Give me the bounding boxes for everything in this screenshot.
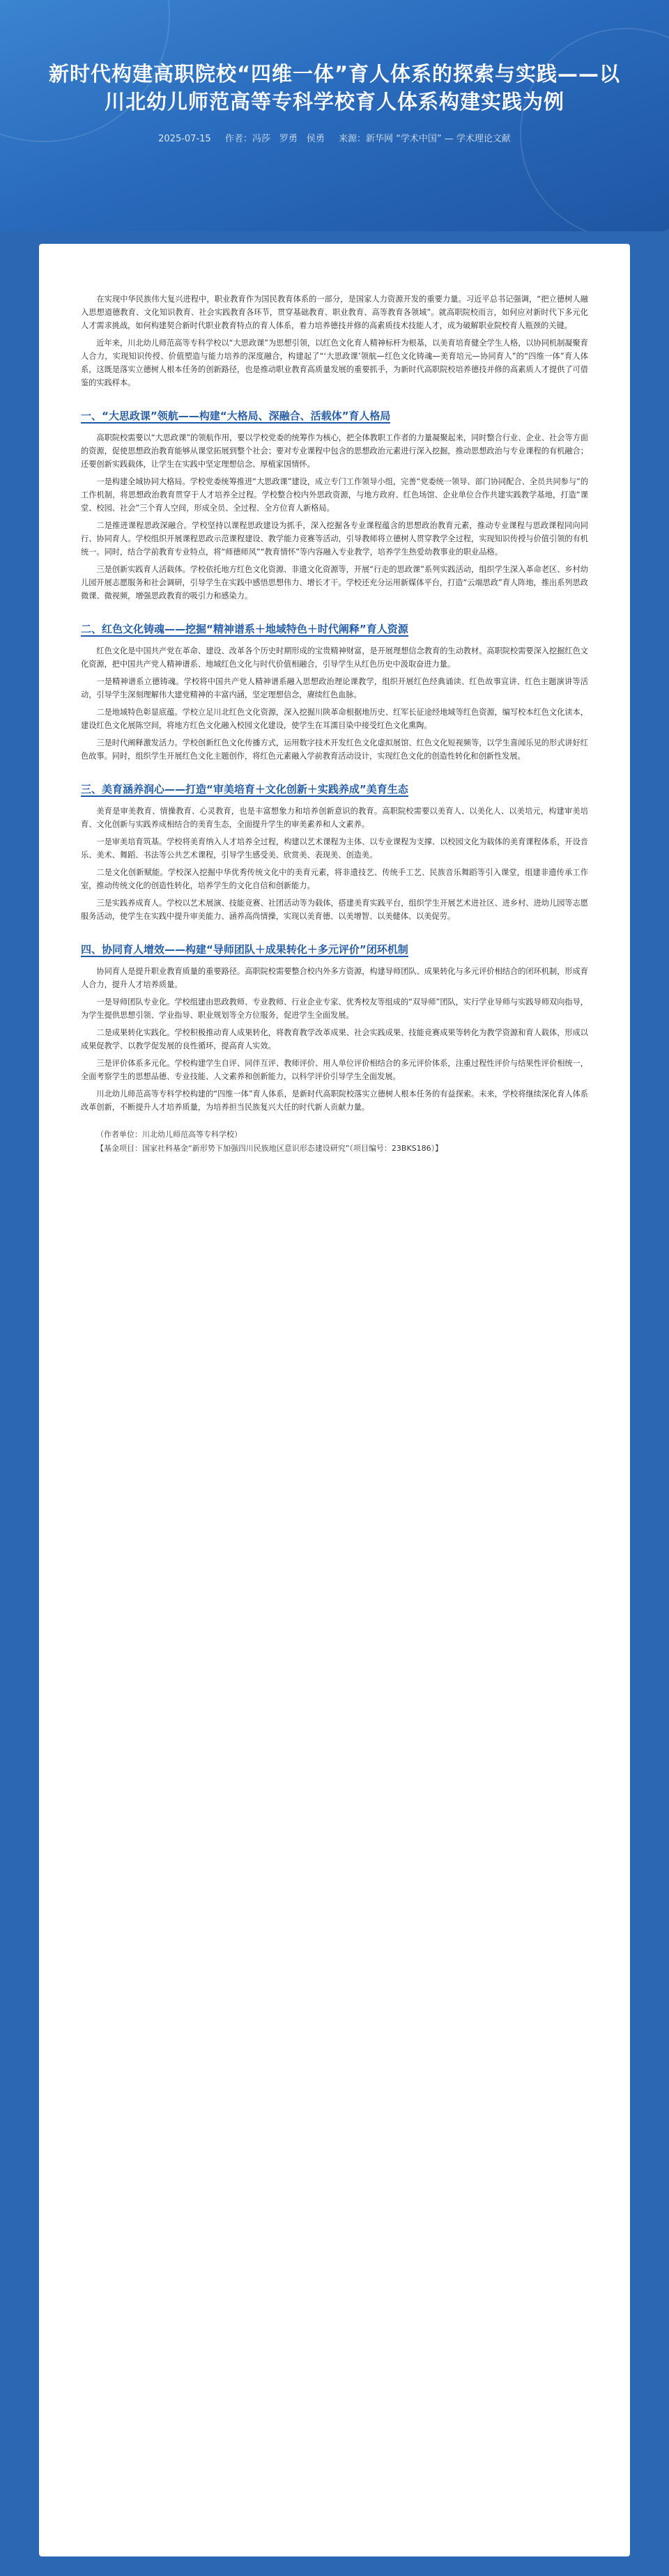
header-banner	[0, 0, 669, 231]
author-line: 作者：冯莎 罗勇 侯勇	[224, 134, 325, 144]
article-title: 新时代构建高职院校“四维一体”育人体系的探索与实践——以川北幼儿师范高等专科学校育人体系构建实践为例	[48, 62, 621, 114]
section-paragraph: 协同育人是提升职业教育质量的重要路径。高职院校需要整合校内外多方资源，构建导师团队、成果转化与多元评价相结合的闭环机制，形成育人合力，提升人才培养质量。	[81, 967, 588, 989]
section-paragraph: 三是创新实践育人活载体。学校依托地方红色文化资源、非遗文化资源等，开展“行走的思政课”系列实践活动，组织学生深入革命老区、乡村幼儿园开展志愿服务和社会调研，引导学生在实践中感悟思想伟力、增长才干。学校还充分运用新媒体平台，打造“云端思政”育人阵地，推出系列思政微课、微视频，增强思政教育的吸引力和感染力。	[81, 565, 588, 600]
section-paragraph: 川北幼儿师范高等专科学校构建的“四维一体”育人体系，是新时代高职院校落实立德树人根本任务的有益探索。未来，学校将继续深化育人体系改革创新，不断提升人才培养质量，为培养担当民族复兴大任的时代新人贡献力量。	[81, 1089, 588, 1112]
bottom-bar	[0, 2556, 669, 2576]
section-paragraph: 一是精神谱系立德铸魂。学校将中国共产党人精神谱系融入思想政治理论课教学，组织开展红色经典诵读、红色故事宣讲、红色主题演讲等活动，引导学生深刻理解伟大建党精神的丰富内涵，坚定理想信念，赓续红色血脉。	[81, 677, 588, 699]
section-heading: 二、红色文化铸魂——挖掘“精神谱系＋地域特色＋时代阐释”育人资源	[81, 623, 408, 635]
section-heading: 三、美育涵养润心——打造“审美培育＋文化创新＋实践养成”美育生态	[81, 783, 408, 796]
intro-paragraph: 在实现中华民族伟大复兴进程中，职业教育作为国民教育体系的一部分，是国家人力资源开发的重要力量。习近平总书记强调，“把立德树人融入思想道德教育、文化知识教育、社会实践教育各环节，贯穿基础教育、职业教育、高等教育各领域”。就高职院校而言，如何应对新时代下多元化人才需求挑战，如何构建契合新时代职业教育特点的育人体系，着力培养德技并修的高素质技术技能人才，成为破解职业院校育人瓶颈的关键。	[81, 295, 588, 330]
source-line: 来源：新华网 “学术中国” — 学术理论文献	[338, 134, 511, 144]
section-paragraph: 二是文化创新赋能。学校深入挖掘中华优秀传统文化中的美育元素，将非遗技艺、传统手工艺、民族音乐舞蹈等引入课堂，组建非遗传承工作室，推动传统文化的创造性转化，培养学生的文化自信和创新能力。	[81, 868, 588, 890]
section-heading: 四、协同育人增效——构建“导师团队＋成果转化＋多元评价”闭环机制	[81, 943, 408, 956]
author-unit: （作者单位：川北幼儿师范高等专科学校）	[96, 1130, 242, 1139]
section-paragraph: 二是成果转化实践化。学校积极推动育人成果转化，将教育教学改革成果、社会实践成果、技能竞赛成果等转化为教学资源和育人载体，形成以成果促教学、以教学促发展的良性循环，提高育人实效。	[81, 1028, 588, 1050]
section-paragraph: 美育是审美教育、情操教育、心灵教育，也是丰富想象力和培养创新意识的教育。高职院校需要以美育人、以美化人、以美培元，构建审美培育、文化创新与实践养成相结合的美育生态，全面提升学生的审美素养和人文素养。	[81, 807, 588, 829]
section-paragraph: 三是时代阐释激发活力。学校创新红色文化传播方式，运用数字技术开发红色文化虚拟展馆、红色文化短视频等，以学生喜闻乐见的形式讲好红色故事。同时，组织学生开展红色文化主题创作，将红色元素融入学前教育活动设计，实现红色文化的创造性转化和创新性发展。	[81, 738, 588, 761]
section-paragraph: 三是评价体系多元化。学校构建学生自评、同伴互评、教师评价、用人单位评价相结合的多元评价体系，注重过程性评价与结果性评价相统一，全面考察学生的思想品德、专业技能、人文素养和创新能力，以科学评价引导学生全面发展。	[81, 1059, 588, 1081]
article-footer	[81, 1128, 588, 1156]
article-body	[39, 244, 630, 2556]
section-paragraph: 一是导师团队专业化。学校组建由思政教师、专业教师、行业企业专家、优秀校友等组成的“双导师”团队，实行学业导师与实践导师双向指导，为学生提供思想引领、学业指导、职业规划等全方位服务，促进学生全面发展。	[81, 998, 588, 1020]
section-paragraph: 高职院校需要以“大思政课”的领航作用，要以学校党委的统筹作为核心，把全体教职工作者的力量凝聚起来，同时整合行业、企业、社会等方面的资源，促使思想政治教育能够从课堂拓展到整个社会；要对专业课程中包含的思想政治元素进行深入挖掘，推动思想政治与专业课程的有机融合；还要创新实践载体，让学生在实践中坚定理想信念、厚植家国情怀。	[81, 433, 588, 469]
section-paragraph: 三是实践养成育人。学校以艺术展演、技能竞赛、社团活动等为载体，搭建美育实践平台，组织学生开展艺术进社区、进乡村、进幼儿园等志愿服务活动，使学生在实践中提升审美能力、涵养高尚情操，实现以美育德、以美增智、以美健体、以美促劳。	[81, 899, 588, 921]
fund-note: 【基金项目：国家社科基金“新形势下加强四川民族地区意识形态建设研究”（项目编号：23BKS186）】	[96, 1144, 443, 1153]
section-heading: 一、“大思政课”领航——构建“大格局、深融合、活载体”育人格局	[81, 410, 391, 422]
section-paragraph: 红色文化是中国共产党在革命、建设、改革各个历史时期形成的宝贵精神财富，是开展理想信念教育的生动教材。高职院校需要深入挖掘红色文化资源，把中国共产党人精神谱系、地域红色文化与时代价值相融合，引导学生从红色历史中汲取奋进力量。	[81, 646, 588, 669]
article-meta	[0, 131, 669, 144]
publish-date: 2025-07-15	[158, 134, 211, 144]
intro-paragraph: 近年来，川北幼儿师范高等专科学校以“大思政课”为思想引领，以红色文化育人精神标杆为根基，以美育培育健全学生人格，以协同机制凝聚育人合力，实现知识传授、价值塑造与能力培养的深度融合，构建起了“‘大思政课’领航—红色文化铸魂—美育培元—协同育人”的“四维一体”育人体系，这既是落实立德树人根本任务的创新路径，也是推动职业教育高质量发展的重要抓手，为新时代高职院校培养德技并修的高素质人才提供了可借鉴的实践样本。	[81, 339, 588, 387]
section-paragraph: 一是构建全域协同大格局。学校党委统筹推进“大思政课”建设，成立专门工作领导小组，完善“党委统一领导、部门协同配合、全员共同参与”的工作机制，将思想政治教育贯穿于人才培养全过程。学校整合校内外思政资源，与地方政府、红色场馆、企业单位合作共建实践教学基地，打造“课堂、校园、社会”三个育人空间，形成全员、全过程、全方位育人新格局。	[81, 477, 589, 513]
section-paragraph: 二是地域特色彰显底蕴。学校立足川北红色文化资源，深入挖掘川陕革命根据地历史、红军长征途经地域等红色资源，编写校本红色文化读本，建设红色文化展陈空间，将地方红色文化融入校园文化建设，使学生在耳濡目染中接受红色文化熏陶。	[81, 708, 588, 730]
section-paragraph: 二是推进课程思政深融合。学校坚持以课程思政建设为抓手，深入挖掘各专业课程蕴含的思想政治教育元素，推动专业课程与思政课程同向同行、协同育人。学校组织开展课程思政示范课程建设、教学能力竞赛等活动，引导教师将立德树人贯穿教学全过程，实现知识传授与价值引领的有机统一。同时，结合学前教育专业特点，将“师德师风”“教育情怀”等内容融入专业教学，培养学生热爱幼教事业的职业品格。	[81, 521, 588, 557]
section-paragraph: 一是审美培育筑基。学校将美育纳入人才培养全过程，构建以艺术课程为主体、以专业课程为支撑、以校园文化为载体的美育课程体系，开设音乐、美术、舞蹈、书法等公共艺术课程，引导学生感受美、欣赏美、表现美、创造美。	[81, 837, 588, 860]
